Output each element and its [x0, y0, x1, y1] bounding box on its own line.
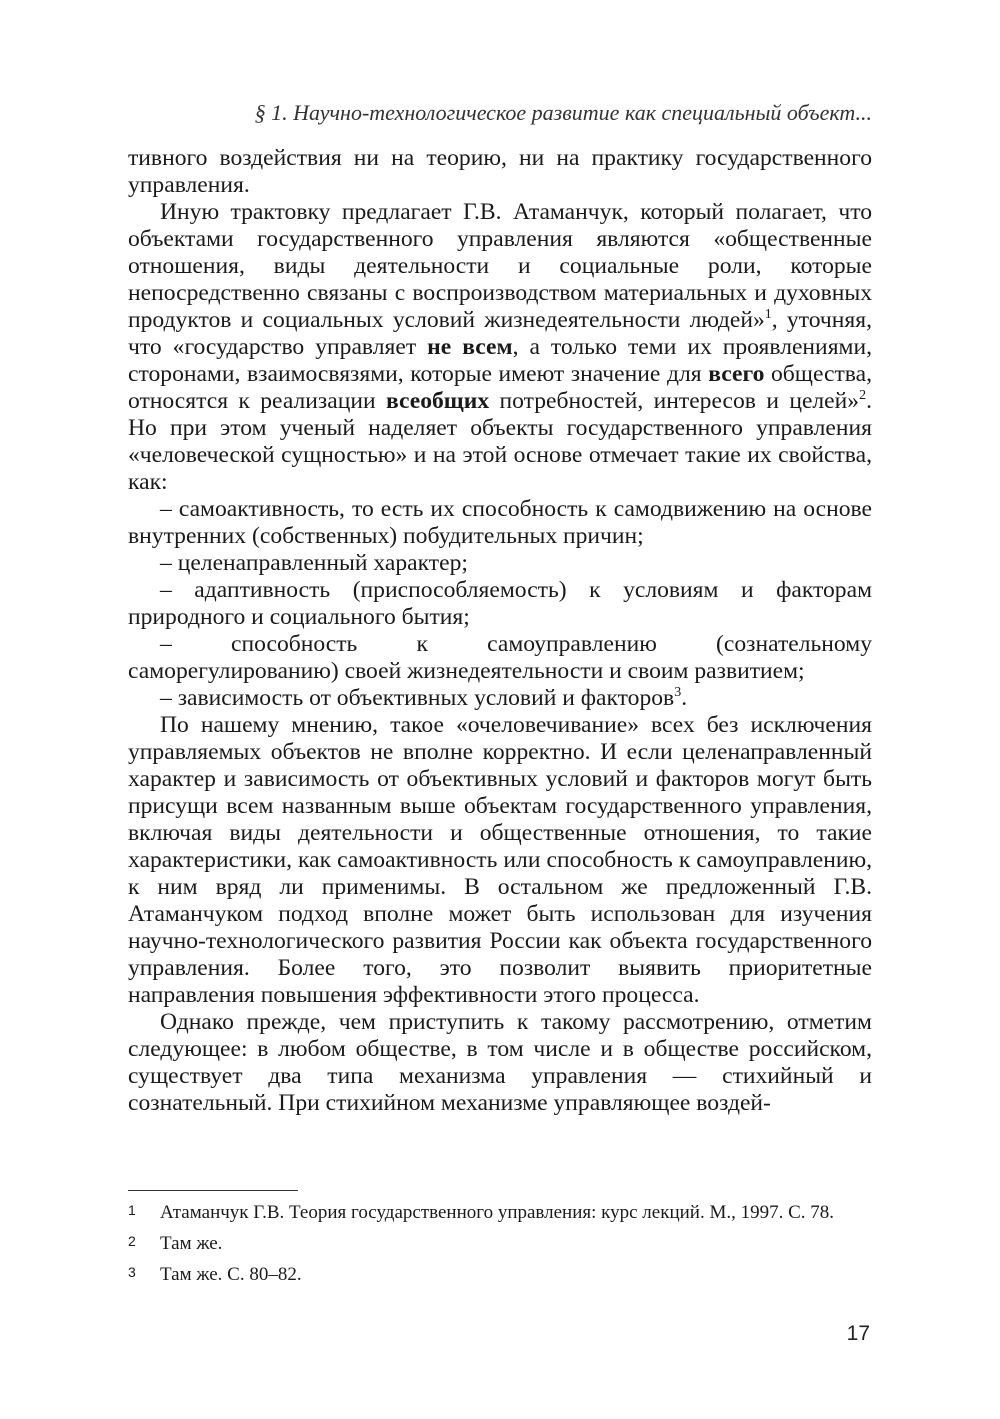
footnote [128, 1200, 872, 1225]
paragraph-atamanchuk [128, 199, 872, 496]
page-number: 17 [846, 1322, 870, 1345]
text-run: Иную трактовку предлагает Г.В. Атаманчук, который полагает, что объектами государственного управления являются «общественные отношения, виды деятельности и социальные роли, которые непосредственно связаны с воспроизводством материальных и духовных продуктов и социальных условий жизнедеятельности людей» [128, 199, 872, 333]
footnote-number: 3 [128, 1264, 136, 1280]
list-item: – самоактивность, то есть их способность к самодвижению на основе внутренних (собственных) побудительных причин; [128, 496, 872, 549]
footnote-text: Атаманчук Г.В. Теория государственного управления: курс лекций. М., 1997. С. 78. [160, 1202, 835, 1223]
text-run: . Но при этом ученый наделяет объекты государственного управления «человеческой сущностью» и на этой основе отмечает такие их свойства, как: [128, 388, 872, 495]
footnotes [128, 1200, 872, 1293]
footnote-number: 2 [128, 1233, 136, 1249]
main-text [128, 145, 872, 1117]
text-run: потребностей, интересов и целей» [489, 388, 860, 414]
bold-text: всеобщих [385, 388, 490, 414]
bold-text: не всем [427, 334, 513, 360]
list-item: – целенаправленный характер; [160, 550, 468, 576]
list-item: – адаптивность (приспособляемость) к условиям и факторам природного и социального бытия; [128, 577, 872, 630]
footnote-text: Там же. [160, 1233, 223, 1254]
bold-text: всего [708, 361, 765, 387]
paragraph-continuation: тивного воздействия ни на теорию, ни на практику государственного управления. [128, 145, 872, 198]
footnote-divider [128, 1190, 298, 1191]
list-item: – способность к самоуправлению (сознательному саморегулированию) своей жизнедеятельности и своим развитием; [128, 631, 872, 684]
text-run: общества, относятся к реализации [128, 361, 872, 414]
footnote-text: Там же. С. 80–82. [160, 1264, 302, 1285]
footnote [128, 1262, 872, 1287]
text-run: , а только теми их проявлениями, сторонами, взаимосвязями, которые имеют значение для [128, 334, 872, 387]
paragraph-opinion: По нашему мнению, такое «очеловечивание» всех без исключения управляемых объектов не вполне корректно. И если целенаправленный характер и зависимость от объективных условий и факторов могут быть присущи всем названным выше объектам государственного управления, включая виды деятельности и общественные отношения, то такие характеристики, как самоактивность или способность к самоуправлению, к ним вряд ли применимы. В остальном же предложенный Г.В. Атаманчуком подход вполне может быть использован для изучения научно-технологического развития России как объекта государственного управления. Более того, это позволит выявить приоритетные направления повышения эффективности этого процесса. [128, 712, 872, 1008]
paragraph-mechanisms: Однако прежде, чем приступить к такому рассмотрению, отметим следующее: в любом обществе, в том числе и в обществе российском, существует два типа механизма управления — стихийный и сознательный. При стихийном механизме управляющее воздей- [128, 1009, 872, 1116]
text-run: . [681, 685, 688, 711]
footnote [128, 1231, 872, 1256]
footnote-ref: 2 [859, 388, 867, 404]
running-head: § 1. Научно-технологическое развитие как специальный объект... [254, 100, 872, 125]
text-run: – зависимость от объективных условий и факторов [160, 685, 675, 711]
list-item [128, 685, 872, 712]
footnote-number: 1 [128, 1202, 136, 1218]
text-run: , уточняя, что «государство управляет [128, 307, 872, 360]
footnote-ref: 3 [674, 685, 682, 701]
footnote-ref: 1 [764, 307, 772, 323]
